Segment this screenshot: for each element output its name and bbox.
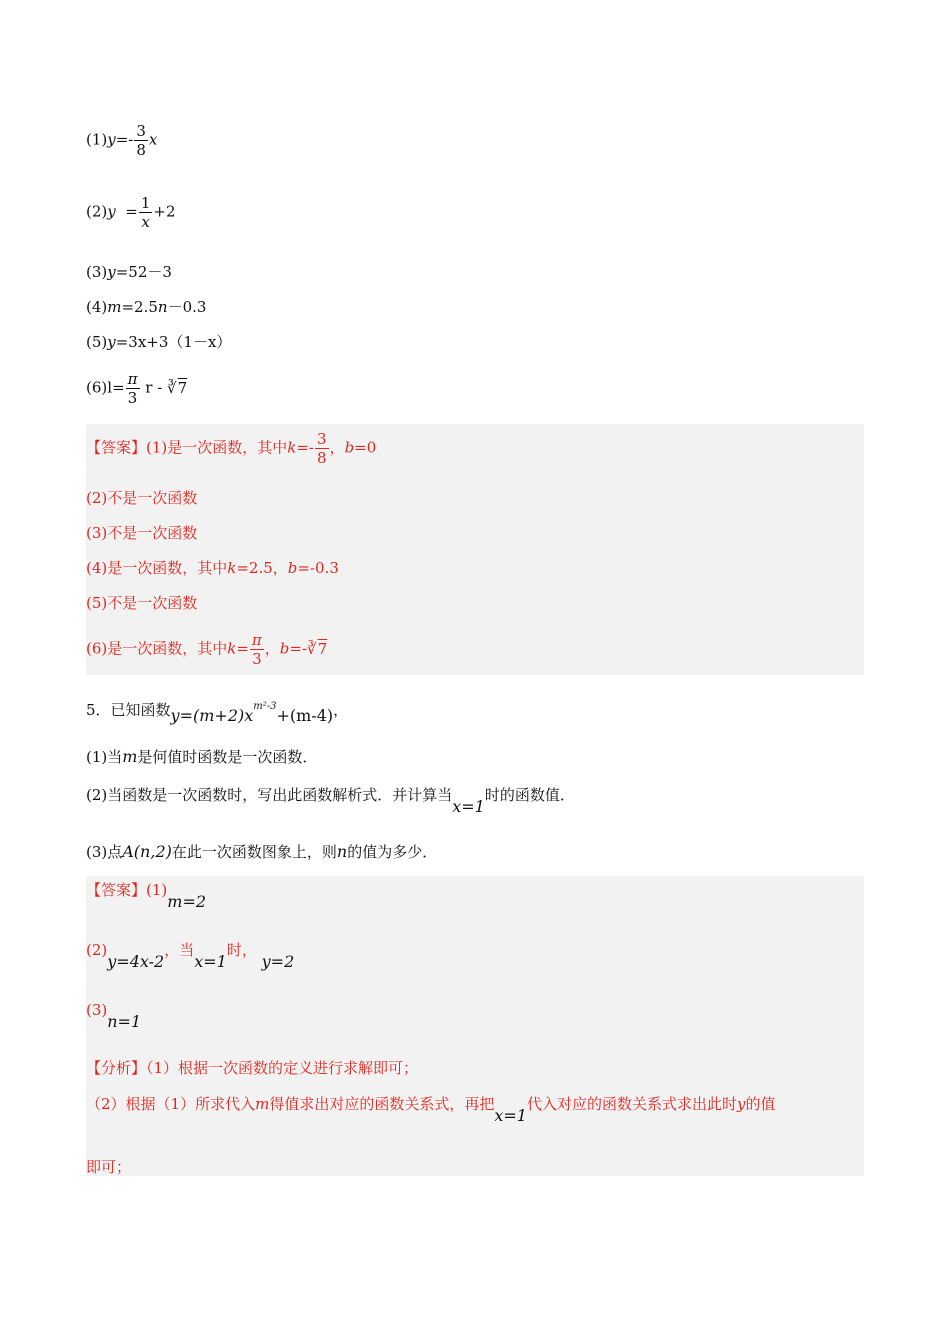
question-text: 5．已知函数 xyxy=(86,701,171,719)
var-b: b xyxy=(287,559,298,577)
math-x-eq-1: x=1 xyxy=(494,1106,527,1125)
comma: ， xyxy=(264,639,280,658)
var-m: m xyxy=(255,1095,270,1113)
math-m-eq-2: m=2 xyxy=(167,892,207,911)
item-3 xyxy=(86,262,172,282)
radicand: 7 xyxy=(317,639,328,658)
question-text: 的值为多少． xyxy=(347,843,438,861)
math-function: y=4x-2 xyxy=(107,952,165,971)
var-m: m xyxy=(122,747,138,766)
answer1-line3: (3)不是一次函数 xyxy=(86,524,198,542)
denominator: x xyxy=(141,213,150,231)
question-text: 在此一次函数图象上，则 xyxy=(171,843,337,861)
answer1-line6: (6)是一次函数，其中k= $\frac{\pi}{3}$ ，b=-∛7 xyxy=(86,631,328,668)
q5-part1 xyxy=(86,747,317,767)
analysis-tag: 【分析】 xyxy=(86,1059,147,1077)
comma: ， xyxy=(164,941,180,959)
answer-text: 当 xyxy=(179,941,195,959)
numerator: 1 xyxy=(140,194,151,212)
var-y: y xyxy=(107,130,116,149)
item-label: (5) xyxy=(86,333,108,351)
q5-part3 xyxy=(86,842,437,862)
answer1-line1 xyxy=(86,430,376,467)
math-y-eq-2: y=2 xyxy=(261,952,295,971)
q5-part2 xyxy=(86,785,575,816)
analysis-text: 得值求出对应的函数关系式，再把 xyxy=(269,1095,495,1113)
answer1-line5: (5)不是一次函数 xyxy=(86,594,198,612)
numerator: 3 xyxy=(136,122,146,140)
answer-text: (6)是一次函数，其中 xyxy=(86,639,228,658)
expression: =52－3 xyxy=(115,263,172,281)
radicand: 7 xyxy=(177,378,188,397)
var-n: n xyxy=(336,842,348,861)
equals: =- xyxy=(115,130,134,149)
analysis-line2 xyxy=(86,1094,776,1125)
denominator: 8 xyxy=(136,141,146,159)
comma: ， xyxy=(329,438,345,457)
exponent: m²-3 xyxy=(253,701,277,712)
item-2 xyxy=(86,194,176,231)
fraction xyxy=(134,122,148,159)
answer2-line3 xyxy=(86,1000,142,1031)
answer2-line2 xyxy=(86,940,295,971)
k-value: =2.5， xyxy=(236,559,288,577)
answer1-line2: (2)不是一次函数 xyxy=(86,489,198,507)
item-label: (4) xyxy=(86,298,108,316)
item-label: (6) xyxy=(86,378,108,397)
item-4 xyxy=(86,297,206,317)
var-b: b xyxy=(344,438,355,457)
equals: = xyxy=(125,202,138,221)
numerator: π xyxy=(127,370,138,388)
answer1-line4 xyxy=(86,558,339,578)
expression: －0.3 xyxy=(167,298,207,316)
item-label: (1) xyxy=(146,881,168,899)
equals: =- xyxy=(289,639,308,658)
question-text: 时的函数值． xyxy=(484,786,575,804)
var-k: k xyxy=(227,639,237,658)
answer-box-2 xyxy=(86,876,864,1176)
math-n-eq-1: n=1 xyxy=(107,1012,142,1031)
equals: = xyxy=(112,378,125,397)
var-l: l xyxy=(107,378,113,397)
denominator: 8 xyxy=(317,449,327,467)
item-1 xyxy=(86,122,157,159)
question-text: (1)当 xyxy=(86,748,123,766)
cube-root: ∛7 xyxy=(167,378,188,397)
var-x: x xyxy=(148,130,158,149)
function-expr: y=(m+2)x xyxy=(170,706,254,725)
item-label: (2) xyxy=(86,941,108,959)
denominator: 3 xyxy=(252,650,262,668)
fraction xyxy=(126,370,140,407)
item-5 xyxy=(86,332,231,352)
b-value: =-0.3 xyxy=(297,559,339,577)
question-text: (2)当函数是一次函数时，写出此函数解析式．并计算当 xyxy=(86,786,453,804)
var-y: y xyxy=(107,202,116,221)
equals: =- xyxy=(296,438,314,457)
analysis-text: 的值 xyxy=(745,1095,776,1113)
var-y: y xyxy=(107,333,116,351)
question-text: 是何值时函数是一次函数． xyxy=(137,748,318,766)
point-A: A(n,2) xyxy=(122,842,172,861)
function-expr: +(m-4) xyxy=(276,706,334,725)
answer-tag: 【答案】 xyxy=(86,881,147,899)
answer-text: (1)是一次函数，其中 xyxy=(146,438,288,457)
analysis-line1 xyxy=(86,1058,418,1078)
var-m: m xyxy=(107,298,122,316)
analysis-text: （2）根据（1）所求代入 xyxy=(86,1095,256,1113)
answer-tag: 【答案】 xyxy=(86,438,147,457)
item-label: (3) xyxy=(86,1001,108,1019)
answer2-line1 xyxy=(86,880,207,911)
var-k: k xyxy=(287,438,297,457)
denominator: 3 xyxy=(127,389,138,407)
item-label: (1) xyxy=(86,130,108,149)
expression: =2.5 xyxy=(121,298,158,316)
analysis-line3: 即可； xyxy=(86,1158,132,1176)
numerator: π xyxy=(251,631,262,649)
tail: +2 xyxy=(153,202,176,221)
fraction xyxy=(250,631,264,668)
question-text: (3)点 xyxy=(86,843,123,861)
item-label: (3) xyxy=(86,263,108,281)
var-n: n xyxy=(157,298,168,316)
cube-root: ∛7 xyxy=(307,639,328,658)
item-6 xyxy=(86,370,187,407)
var-k: k xyxy=(227,559,237,577)
var-y: y xyxy=(736,1095,746,1113)
q5-intro xyxy=(86,697,349,725)
item-label: (2) xyxy=(86,202,108,221)
answer-text: (4)是一次函数，其中 xyxy=(86,559,228,577)
var-b: b xyxy=(279,639,290,658)
math-x-eq-1: x=1 xyxy=(194,952,227,971)
analysis-text: 代入对应的函数关系式求出此时 xyxy=(526,1095,737,1113)
comma: ， xyxy=(333,701,349,719)
expression: =3x+3（1－x） xyxy=(115,333,232,351)
b-value: =0 xyxy=(354,438,377,457)
analysis-text: （1）根据一次函数的定义进行求解即可； xyxy=(146,1059,419,1077)
answer-text: 时， xyxy=(226,941,257,959)
var-r: r - xyxy=(145,378,163,397)
numerator: 3 xyxy=(317,430,327,448)
math-x-eq-1: x=1 xyxy=(452,797,485,816)
fraction xyxy=(139,194,153,231)
var-y: y xyxy=(107,263,116,281)
fraction xyxy=(315,430,329,467)
